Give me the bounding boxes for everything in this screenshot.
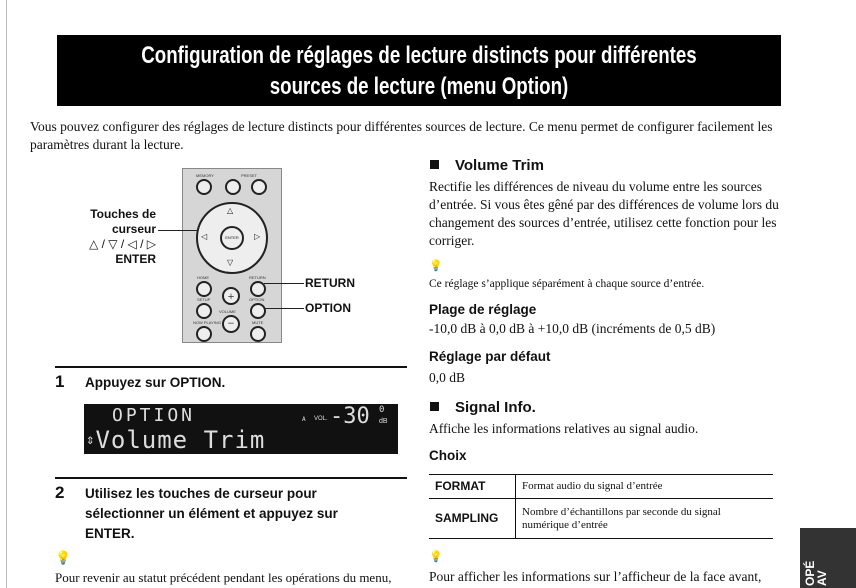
page-title (57, 35, 781, 106)
preset-down-button (225, 179, 241, 195)
choice-value: Nombre d’échantillons par seconde du signal numérique d’entrée (516, 499, 774, 539)
option-callout-line (264, 308, 304, 309)
range-value: -10,0 dB à 0,0 dB à +10,0 dB (incréments de 0,5 dB) (429, 321, 716, 336)
choice-key: FORMAT (429, 475, 516, 499)
vol-decimal: 0 (379, 405, 385, 415)
enter-button: ENTER (220, 226, 244, 250)
left-arrow-icon: ◁ (201, 232, 208, 241)
mute-button (250, 326, 266, 342)
cursor-pad (196, 202, 268, 274)
vol-unit: dB (379, 418, 388, 425)
volume-trim-description: Rectifie les différences de niveau du volume entre les sources d’entrée. Si vous êtes gêné par des différences de volume lors du changement des sources d’entrée, utilisez cette fonction pour les corriger. (429, 179, 779, 248)
default-heading: Réglage par défaut (429, 349, 551, 364)
intro-text: Vous pouvez configurer des réglages de lecture distincts pour différentes sources de lecture. Ce menu permet de configurer facilement les paramètres durant la lecture. (30, 119, 773, 152)
title-line-2: sources de lecture (menu Option) (269, 73, 569, 100)
signal-info-heading (430, 399, 536, 416)
cursor-callout-line (158, 230, 198, 231)
setup-button (196, 303, 212, 319)
return-callout-label: RETURN (305, 276, 355, 290)
up-down-indicator-icon: ⇕ (86, 432, 96, 448)
lightbulb-icon: 💡 (429, 551, 443, 563)
display-indicator: A (302, 416, 306, 423)
table-row (429, 475, 773, 499)
signal-info-tip: Pour afficher les informations sur l’afficheur de la face avant, (429, 569, 762, 584)
range-heading: Plage de réglage (429, 302, 537, 317)
step-number: 2 (55, 483, 65, 502)
return-callout-line (264, 283, 304, 284)
step-number: 1 (55, 372, 65, 391)
title-line-1: Configuration de réglages de lecture distincts pour différentes (141, 42, 697, 69)
step-1-rule (55, 366, 407, 368)
option-callout-label: OPTION (305, 301, 352, 315)
preset-label: PRESET (241, 173, 258, 178)
step-1 (55, 372, 407, 396)
up-arrow-icon: △ (227, 206, 234, 215)
memory-button (196, 179, 212, 195)
cursor-keys-label-2: curseur (111, 222, 156, 236)
cursor-arrows-label: △ / ▽ / ◁ / ▷ (89, 237, 156, 251)
vol-label: VOL. (314, 416, 328, 422)
step-2-rule (55, 477, 407, 479)
heading-text: Signal Info. (455, 399, 536, 416)
now-playing-label: NOW PLAYING (193, 320, 221, 325)
mute-label: MUTE (252, 320, 264, 325)
page-edge (6, 0, 7, 588)
volume-trim-tip: Ce réglage s’applique séparément à chaque source d’entrée. (429, 278, 705, 290)
black-square-icon (430, 402, 439, 411)
enter-callout-label: ENTER (115, 252, 156, 266)
volume-trim-heading (430, 157, 544, 174)
vol-value: -30 (330, 404, 370, 429)
lightbulb-icon: 💡 (429, 260, 443, 272)
choice-key: SAMPLING (429, 499, 516, 539)
signal-info-description: Affiche les informations relatives au signal audio. (429, 421, 699, 436)
black-square-icon (430, 160, 439, 169)
down-arrow-icon: ▽ (227, 258, 234, 267)
now-playing-button (196, 326, 212, 342)
volume-up-button: + (222, 287, 240, 305)
home-label: HOME (197, 275, 209, 280)
section-side-tab (800, 528, 856, 588)
home-button (196, 281, 212, 297)
option-button (250, 303, 266, 319)
side-tab-label: OPÉ AV (803, 560, 829, 586)
step-text: Utilisez les touches de curseur pour sélectionner un élément et appuyez sur ENTER. (85, 486, 338, 541)
choices-heading: Choix (429, 448, 467, 463)
memory-label: MEMORY (196, 173, 214, 178)
table-row (429, 499, 773, 539)
display-line-1: OPTION (112, 405, 196, 426)
right-arrow-icon: ▷ (254, 232, 261, 241)
volume-label: VOLUME (219, 309, 236, 314)
step-text: Appuyez sur OPTION. (85, 375, 226, 390)
remote-illustration (182, 168, 282, 343)
lightbulb-icon: 💡 (55, 550, 72, 565)
choices-table (429, 474, 773, 539)
display-menu-item: Volume Trim (95, 426, 266, 454)
setup-label: SETUP (197, 297, 211, 302)
volume-down-button: − (222, 315, 240, 333)
step-2 (55, 483, 407, 547)
preset-up-button (251, 179, 267, 195)
display-line-2 (86, 426, 265, 454)
default-value: 0,0 dB (429, 370, 466, 385)
return-label: RETURN (249, 275, 266, 280)
front-panel-display (84, 404, 398, 454)
option-label: OPTION (249, 297, 265, 302)
left-tip-text: Pour revenir au statut précédent pendant les opérations du menu, (55, 570, 392, 585)
choice-value: Format audio du signal d’entrée (516, 475, 774, 499)
heading-text: Volume Trim (455, 157, 544, 174)
cursor-keys-label: Touches de (90, 207, 156, 221)
